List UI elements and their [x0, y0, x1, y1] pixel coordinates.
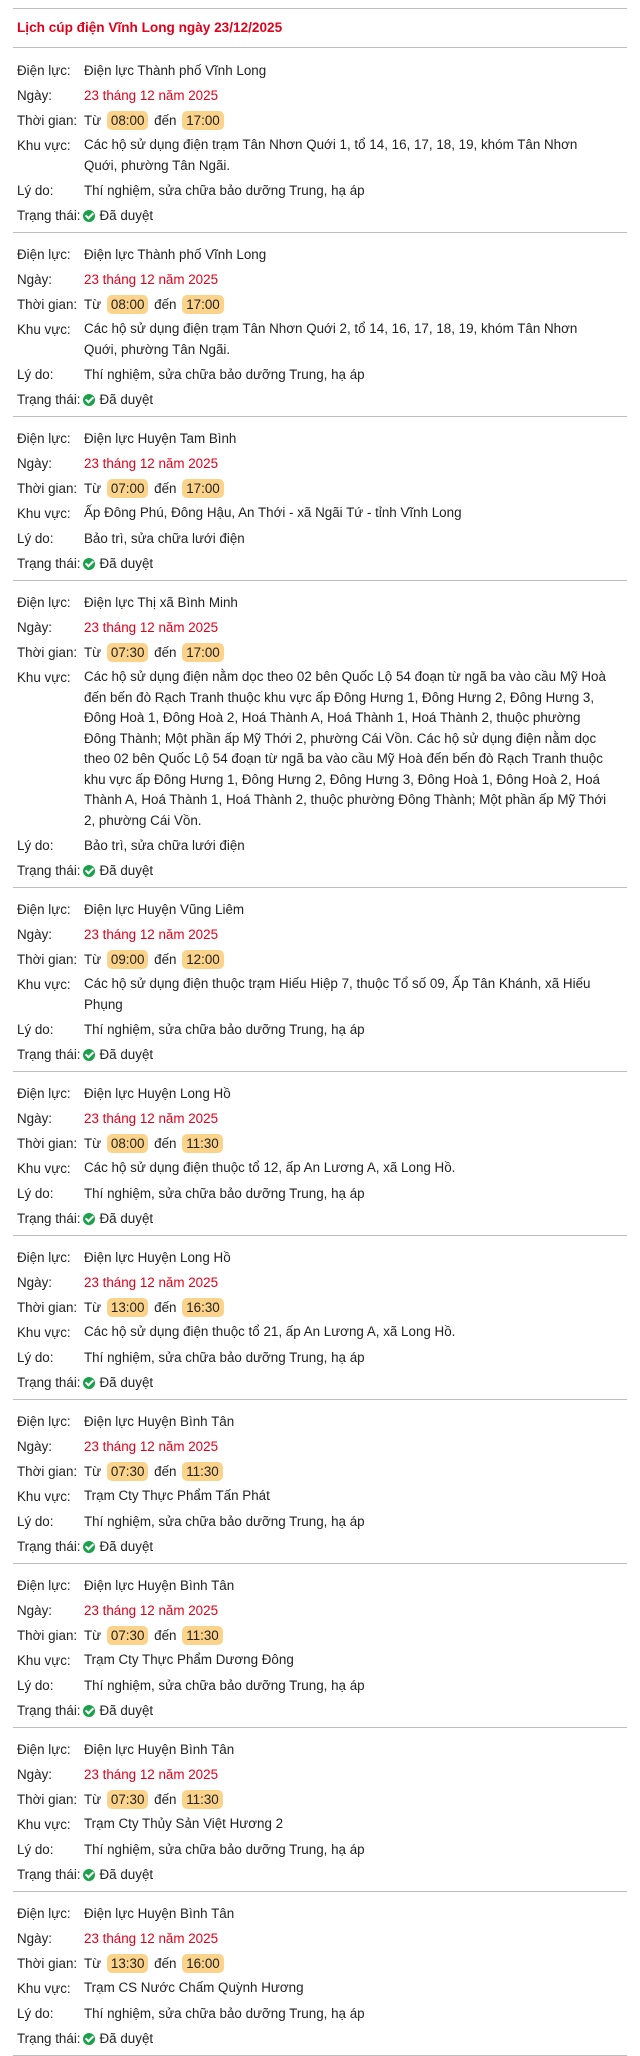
dienluc-row [13, 1737, 627, 1762]
date-value: 23 tháng 12 năm 2025 [84, 620, 219, 635]
time-row [13, 1459, 627, 1484]
time-value [84, 1131, 627, 1156]
time-label: Thời gian: [17, 1464, 78, 1479]
time-value [84, 1951, 627, 1976]
top-divider [13, 8, 627, 9]
time-label: Thời gian: [17, 297, 78, 312]
date-value: 23 tháng 12 năm 2025 [84, 88, 219, 103]
reason-label: Lý do: [17, 1022, 54, 1037]
area-row [13, 317, 627, 362]
start-time-badge: 13:30 [107, 1954, 149, 1973]
area-label: Khu vực: [17, 138, 71, 153]
status-row [13, 387, 627, 412]
dienluc-label: Điện lực: [17, 595, 71, 610]
date-label: Ngày: [17, 1111, 52, 1126]
dienluc-value: Điện lực Huyện Bình Tân [84, 1414, 235, 1429]
to-word: đến [154, 297, 177, 312]
time-value [84, 476, 627, 501]
area-label: Khu vực: [17, 1981, 71, 1996]
status-text: Đã duyệt [99, 208, 154, 223]
dienluc-label: Điện lực: [17, 247, 71, 262]
start-time-badge: 07:00 [107, 479, 149, 498]
outage-list [0, 49, 640, 2056]
reason-row [13, 178, 627, 203]
area-row [13, 133, 627, 178]
end-time-badge: 17:00 [182, 479, 224, 498]
area-value: Các hộ sử dụng điện trạm Tân Nhơn Quới 2, tổ 14, 16, 17, 18, 19, khóm Tân Nhơn Quới, phường Tân Ngãi. [84, 321, 578, 357]
time-row [13, 1131, 627, 1156]
from-word: Từ [84, 1300, 102, 1315]
area-value: Các hộ sử dụng điện nằm dọc theo 02 bên Quốc Lộ 54 đoạn từ ngã ba vào cầu Mỹ Hoà đến bến đò Rạch Tranh thuộc khu vực ấp Đông Hưng 1, Đông Hưng 2, Đông Hưng 3, Đông Hoà 1, Đông Hoà 2, Hoá Thành A, Hoá Thành 1, Hoá Thành 2, thuộc phường Đông Thành; Một phần ấp Mỹ Thới 2, phường Cái Vồn. Các hộ sử dụng điện nằm dọc theo 02 bên Quốc Lộ 54 đoạn từ ngã ba vào cầu Mỹ Hoà đến bến đò Rạch Tranh thuộc khu vực ấp Đông Hưng 1, Đông Hưng 2, Đông Hưng 3, Đông Hoà 1, Đông Hoà 2, Hoá Thành A, Hoá Thành 1, Hoá Thành 2, thuộc phường Đông Thành; Một phần ấp Mỹ Thới 2, phường Cái Vồn. [84, 669, 607, 828]
date-label: Ngày: [17, 88, 52, 103]
time-row [13, 1951, 627, 1976]
time-value [84, 1787, 627, 1812]
reason-row [13, 1181, 627, 1206]
area-value: Các hộ sử dụng điện thuộc trạm Hiếu Hiệp 7, thuộc Tổ số 09, Ấp Tân Khánh, xã Hiếu Phụng [84, 976, 591, 1012]
time-label: Thời gian: [17, 952, 78, 967]
date-value: 23 tháng 12 năm 2025 [84, 456, 219, 471]
check-circle-icon [83, 1705, 95, 1717]
status-text: Đã duyệt [99, 1539, 154, 1554]
time-row [13, 640, 627, 665]
status-label: Trạng thái: [17, 863, 81, 878]
start-time-badge: 09:00 [107, 950, 149, 969]
reason-label: Lý do: [17, 2006, 54, 2021]
check-circle-icon [83, 210, 95, 222]
time-value [84, 947, 627, 972]
area-value: Trạm Cty Thủy Sản Việt Hương 2 [84, 1816, 284, 1831]
time-label: Thời gian: [17, 113, 78, 128]
date-row [13, 1434, 627, 1459]
area-row [13, 501, 627, 526]
check-circle-icon [83, 1541, 95, 1553]
outage-entry [13, 49, 627, 233]
status-text: Đã duyệt [99, 556, 154, 571]
outage-entry [13, 1892, 627, 2056]
status-row [13, 1370, 627, 1395]
reason-value: Bảo trì, sửa chữa lưới điện [84, 531, 245, 546]
start-time-badge: 07:30 [107, 1462, 149, 1481]
date-row [13, 451, 627, 476]
time-label: Thời gian: [17, 1136, 78, 1151]
status-badge [83, 1862, 154, 1887]
to-word: đến [154, 481, 177, 496]
end-time-badge: 17:00 [182, 643, 224, 662]
time-row [13, 947, 627, 972]
start-time-badge: 13:00 [107, 1298, 149, 1317]
reason-label: Lý do: [17, 1842, 54, 1857]
date-label: Ngày: [17, 456, 52, 471]
area-row [13, 1976, 627, 2001]
check-circle-icon [83, 2033, 95, 2045]
area-value: Trạm Cty Thực Phẩm Tấn Phát [84, 1488, 270, 1503]
outage-entry [13, 417, 627, 581]
status-row [13, 1862, 627, 1887]
area-value: Ấp Đông Phú, Đông Hậu, An Thới - xã Ngãi Tứ - tỉnh Vĩnh Long [84, 505, 462, 520]
time-row [13, 292, 627, 317]
outage-entry [13, 233, 627, 417]
reason-row [13, 526, 627, 551]
status-badge [83, 203, 154, 228]
status-label: Trạng thái: [17, 1047, 81, 1062]
dienluc-value: Điện lực Huyện Bình Tân [84, 1906, 235, 1921]
area-value: Trạm CS Nước Chấm Quỳnh Hương [84, 1980, 304, 1995]
reason-label: Lý do: [17, 367, 54, 382]
date-label: Ngày: [17, 1767, 52, 1782]
dienluc-value: Điện lực Huyện Vũng Liêm [84, 902, 245, 917]
reason-value: Thí nghiệm, sửa chữa bảo dưỡng Trung, hạ áp [84, 1350, 365, 1365]
time-value [84, 640, 627, 665]
date-row [13, 1270, 627, 1295]
check-circle-icon [83, 558, 95, 570]
time-label: Thời gian: [17, 481, 78, 496]
reason-label: Lý do: [17, 183, 54, 198]
status-label: Trạng thái: [17, 1375, 81, 1390]
from-word: Từ [84, 1792, 102, 1807]
outage-entry [13, 1236, 627, 1400]
status-badge [83, 1042, 154, 1067]
reason-row [13, 1673, 627, 1698]
time-value [84, 292, 627, 317]
date-value: 23 tháng 12 năm 2025 [84, 1111, 219, 1126]
dienluc-value: Điện lực Huyện Bình Tân [84, 1578, 235, 1593]
date-row [13, 922, 627, 947]
start-time-badge: 07:30 [107, 1626, 149, 1645]
status-badge [83, 858, 154, 883]
area-row [13, 1484, 627, 1509]
date-value: 23 tháng 12 năm 2025 [84, 1603, 219, 1618]
date-label: Ngày: [17, 927, 52, 942]
area-label: Khu vực: [17, 977, 71, 992]
dienluc-row [13, 1573, 627, 1598]
status-label: Trạng thái: [17, 1211, 81, 1226]
reason-value: Thí nghiệm, sửa chữa bảo dưỡng Trung, hạ áp [84, 2006, 365, 2021]
end-time-badge: 17:00 [182, 111, 224, 130]
reason-value: Thí nghiệm, sửa chữa bảo dưỡng Trung, hạ áp [84, 1514, 365, 1529]
time-label: Thời gian: [17, 1792, 78, 1807]
end-time-badge: 11:30 [182, 1626, 223, 1645]
dienluc-label: Điện lực: [17, 1086, 71, 1101]
reason-value: Thí nghiệm, sửa chữa bảo dưỡng Trung, hạ áp [84, 183, 365, 198]
status-badge [83, 387, 154, 412]
reason-value: Thí nghiệm, sửa chữa bảo dưỡng Trung, hạ áp [84, 1842, 365, 1857]
end-time-badge: 11:30 [182, 1134, 223, 1153]
status-row [13, 2026, 627, 2051]
area-label: Khu vực: [17, 670, 71, 685]
end-time-badge: 16:30 [182, 1298, 224, 1317]
status-label: Trạng thái: [17, 1867, 81, 1882]
start-time-badge: 08:00 [107, 1134, 149, 1153]
dienluc-value: Điện lực Huyện Long Hồ [84, 1086, 231, 1101]
to-word: đến [154, 1956, 177, 1971]
dienluc-row [13, 590, 627, 615]
status-row [13, 203, 627, 228]
area-value: Các hộ sử dụng điện thuộc tổ 21, ấp An Lương A, xã Long Hồ. [84, 1324, 456, 1339]
time-row [13, 1623, 627, 1648]
area-row [13, 1648, 627, 1673]
time-value [84, 108, 627, 133]
end-time-badge: 11:30 [182, 1462, 223, 1481]
dienluc-label: Điện lực: [17, 1578, 71, 1593]
status-text: Đã duyệt [99, 1375, 154, 1390]
end-time-badge: 16:00 [182, 1954, 224, 1973]
status-text: Đã duyệt [99, 2031, 154, 2046]
from-word: Từ [84, 1464, 102, 1479]
area-row [13, 1156, 627, 1181]
area-label: Khu vực: [17, 1817, 71, 1832]
dienluc-row [13, 1245, 627, 1270]
area-label: Khu vực: [17, 1325, 71, 1340]
to-word: đến [154, 1628, 177, 1643]
from-word: Từ [84, 952, 102, 967]
area-label: Khu vực: [17, 322, 71, 337]
dienluc-row [13, 242, 627, 267]
dienluc-label: Điện lực: [17, 1250, 71, 1265]
dienluc-label: Điện lực: [17, 902, 71, 917]
from-word: Từ [84, 1956, 102, 1971]
start-time-badge: 07:30 [107, 1790, 149, 1809]
from-word: Từ [84, 645, 102, 660]
to-word: đến [154, 1792, 177, 1807]
area-row [13, 972, 627, 1017]
area-row [13, 1812, 627, 1837]
dienluc-row [13, 426, 627, 451]
end-time-badge: 12:00 [182, 950, 224, 969]
dienluc-label: Điện lực: [17, 1742, 71, 1757]
dienluc-row [13, 1409, 627, 1434]
start-time-badge: 08:00 [107, 111, 149, 130]
area-row [13, 665, 627, 833]
date-value: 23 tháng 12 năm 2025 [84, 272, 219, 287]
reason-value: Thí nghiệm, sửa chữa bảo dưỡng Trung, hạ áp [84, 367, 365, 382]
date-value: 23 tháng 12 năm 2025 [84, 1931, 219, 1946]
to-word: đến [154, 952, 177, 967]
outage-entry [13, 888, 627, 1072]
reason-row [13, 2001, 627, 2026]
dienluc-value: Điện lực Thành phố Vĩnh Long [84, 247, 267, 262]
check-circle-icon [83, 394, 95, 406]
to-word: đến [154, 1136, 177, 1151]
dienluc-value: Điện lực Thành phố Vĩnh Long [84, 63, 267, 78]
page-title: Lịch cúp điện Vĩnh Long ngày 23/12/2025 [17, 20, 283, 35]
check-circle-icon [83, 865, 95, 877]
status-badge [83, 551, 154, 576]
reason-value: Thí nghiệm, sửa chữa bảo dưỡng Trung, hạ áp [84, 1186, 365, 1201]
check-circle-icon [83, 1049, 95, 1061]
start-time-badge: 07:30 [107, 643, 149, 662]
status-label: Trạng thái: [17, 1539, 81, 1554]
reason-value: Thí nghiệm, sửa chữa bảo dưỡng Trung, hạ áp [84, 1022, 365, 1037]
date-row [13, 1598, 627, 1623]
time-value [84, 1459, 627, 1484]
date-row [13, 1926, 627, 1951]
outage-entry [13, 1400, 627, 1564]
area-label: Khu vực: [17, 1489, 71, 1504]
start-time-badge: 08:00 [107, 295, 149, 314]
date-row [13, 1762, 627, 1787]
time-label: Thời gian: [17, 645, 78, 660]
reason-label: Lý do: [17, 1350, 54, 1365]
outage-entry [13, 1728, 627, 1892]
dienluc-row [13, 897, 627, 922]
check-circle-icon [83, 1213, 95, 1225]
status-badge [83, 2026, 154, 2051]
status-text: Đã duyệt [99, 392, 154, 407]
status-row [13, 1042, 627, 1067]
area-value: Trạm Cty Thực Phẩm Dương Đông [84, 1652, 294, 1667]
reason-row [13, 362, 627, 387]
time-label: Thời gian: [17, 1300, 78, 1315]
status-row [13, 858, 627, 883]
from-word: Từ [84, 113, 102, 128]
outage-entry [13, 1072, 627, 1236]
time-row [13, 108, 627, 133]
dienluc-value: Điện lực Huyện Bình Tân [84, 1742, 235, 1757]
date-row [13, 83, 627, 108]
status-row [13, 1206, 627, 1231]
time-row [13, 1787, 627, 1812]
dienluc-value: Điện lực Huyện Tam Bình [84, 431, 237, 446]
date-row [13, 615, 627, 640]
dienluc-label: Điện lực: [17, 1906, 71, 1921]
dienluc-row [13, 1081, 627, 1106]
reason-value: Bảo trì, sửa chữa lưới điện [84, 838, 245, 853]
end-time-badge: 17:00 [182, 295, 224, 314]
area-value: Các hộ sử dụng điện thuộc tổ 12, ấp An Lương A, xã Long Hồ. [84, 1160, 456, 1175]
check-circle-icon [83, 1377, 95, 1389]
area-label: Khu vực: [17, 506, 71, 521]
check-circle-icon [83, 1869, 95, 1881]
dienluc-label: Điện lực: [17, 431, 71, 446]
status-text: Đã duyệt [99, 1211, 154, 1226]
date-value: 23 tháng 12 năm 2025 [84, 1767, 219, 1782]
time-value [84, 1623, 627, 1648]
from-word: Từ [84, 1136, 102, 1151]
date-label: Ngày: [17, 272, 52, 287]
from-word: Từ [84, 1628, 102, 1643]
status-label: Trạng thái: [17, 392, 81, 407]
reason-row [13, 1837, 627, 1862]
time-value [84, 1295, 627, 1320]
status-label: Trạng thái: [17, 1703, 81, 1718]
to-word: đến [154, 645, 177, 660]
to-word: đến [154, 1464, 177, 1479]
status-label: Trạng thái: [17, 2031, 81, 2046]
status-row [13, 551, 627, 576]
date-row [13, 1106, 627, 1131]
status-text: Đã duyệt [99, 1047, 154, 1062]
header-divider [13, 47, 627, 48]
time-label: Thời gian: [17, 1628, 78, 1643]
to-word: đến [154, 113, 177, 128]
reason-row [13, 1017, 627, 1042]
dienluc-value: Điện lực Thị xã Bình Minh [84, 595, 238, 610]
time-row [13, 1295, 627, 1320]
date-value: 23 tháng 12 năm 2025 [84, 927, 219, 942]
status-text: Đã duyệt [99, 1867, 154, 1882]
dienluc-row [13, 58, 627, 83]
date-label: Ngày: [17, 1931, 52, 1946]
outage-entry [13, 1564, 627, 1728]
dienluc-value: Điện lực Huyện Long Hồ [84, 1250, 231, 1265]
from-word: Từ [84, 297, 102, 312]
time-label: Thời gian: [17, 1956, 78, 1971]
area-row [13, 1320, 627, 1345]
time-row [13, 476, 627, 501]
date-row [13, 267, 627, 292]
reason-value: Thí nghiệm, sửa chữa bảo dưỡng Trung, hạ áp [84, 1678, 365, 1693]
outage-entry [13, 581, 627, 888]
status-badge [83, 1698, 154, 1723]
to-word: đến [154, 1300, 177, 1315]
reason-label: Lý do: [17, 838, 54, 853]
date-label: Ngày: [17, 1275, 52, 1290]
date-label: Ngày: [17, 620, 52, 635]
reason-label: Lý do: [17, 531, 54, 546]
date-label: Ngày: [17, 1439, 52, 1454]
area-value: Các hộ sử dụng điện trạm Tân Nhơn Quới 1, tổ 14, 16, 17, 18, 19, khóm Tân Nhơn Quới, phường Tân Ngãi. [84, 137, 578, 173]
area-label: Khu vực: [17, 1161, 71, 1176]
reason-row [13, 1345, 627, 1370]
status-text: Đã duyệt [99, 863, 154, 878]
reason-row [13, 1509, 627, 1534]
date-value: 23 tháng 12 năm 2025 [84, 1439, 219, 1454]
dienluc-label: Điện lực: [17, 1414, 71, 1429]
dienluc-row [13, 1901, 627, 1926]
status-row [13, 1698, 627, 1723]
status-badge [83, 1206, 154, 1231]
reason-row [13, 833, 627, 858]
status-row [13, 1534, 627, 1559]
status-badge [83, 1370, 154, 1395]
status-badge [83, 1534, 154, 1559]
reason-label: Lý do: [17, 1186, 54, 1201]
date-label: Ngày: [17, 1603, 52, 1618]
date-value: 23 tháng 12 năm 2025 [84, 1275, 219, 1290]
dienluc-label: Điện lực: [17, 63, 71, 78]
from-word: Từ [84, 481, 102, 496]
reason-label: Lý do: [17, 1514, 54, 1529]
status-text: Đã duyệt [99, 1703, 154, 1718]
reason-label: Lý do: [17, 1678, 54, 1693]
status-label: Trạng thái: [17, 556, 81, 571]
status-label: Trạng thái: [17, 208, 81, 223]
end-time-badge: 11:30 [182, 1790, 223, 1809]
area-label: Khu vực: [17, 1653, 71, 1668]
